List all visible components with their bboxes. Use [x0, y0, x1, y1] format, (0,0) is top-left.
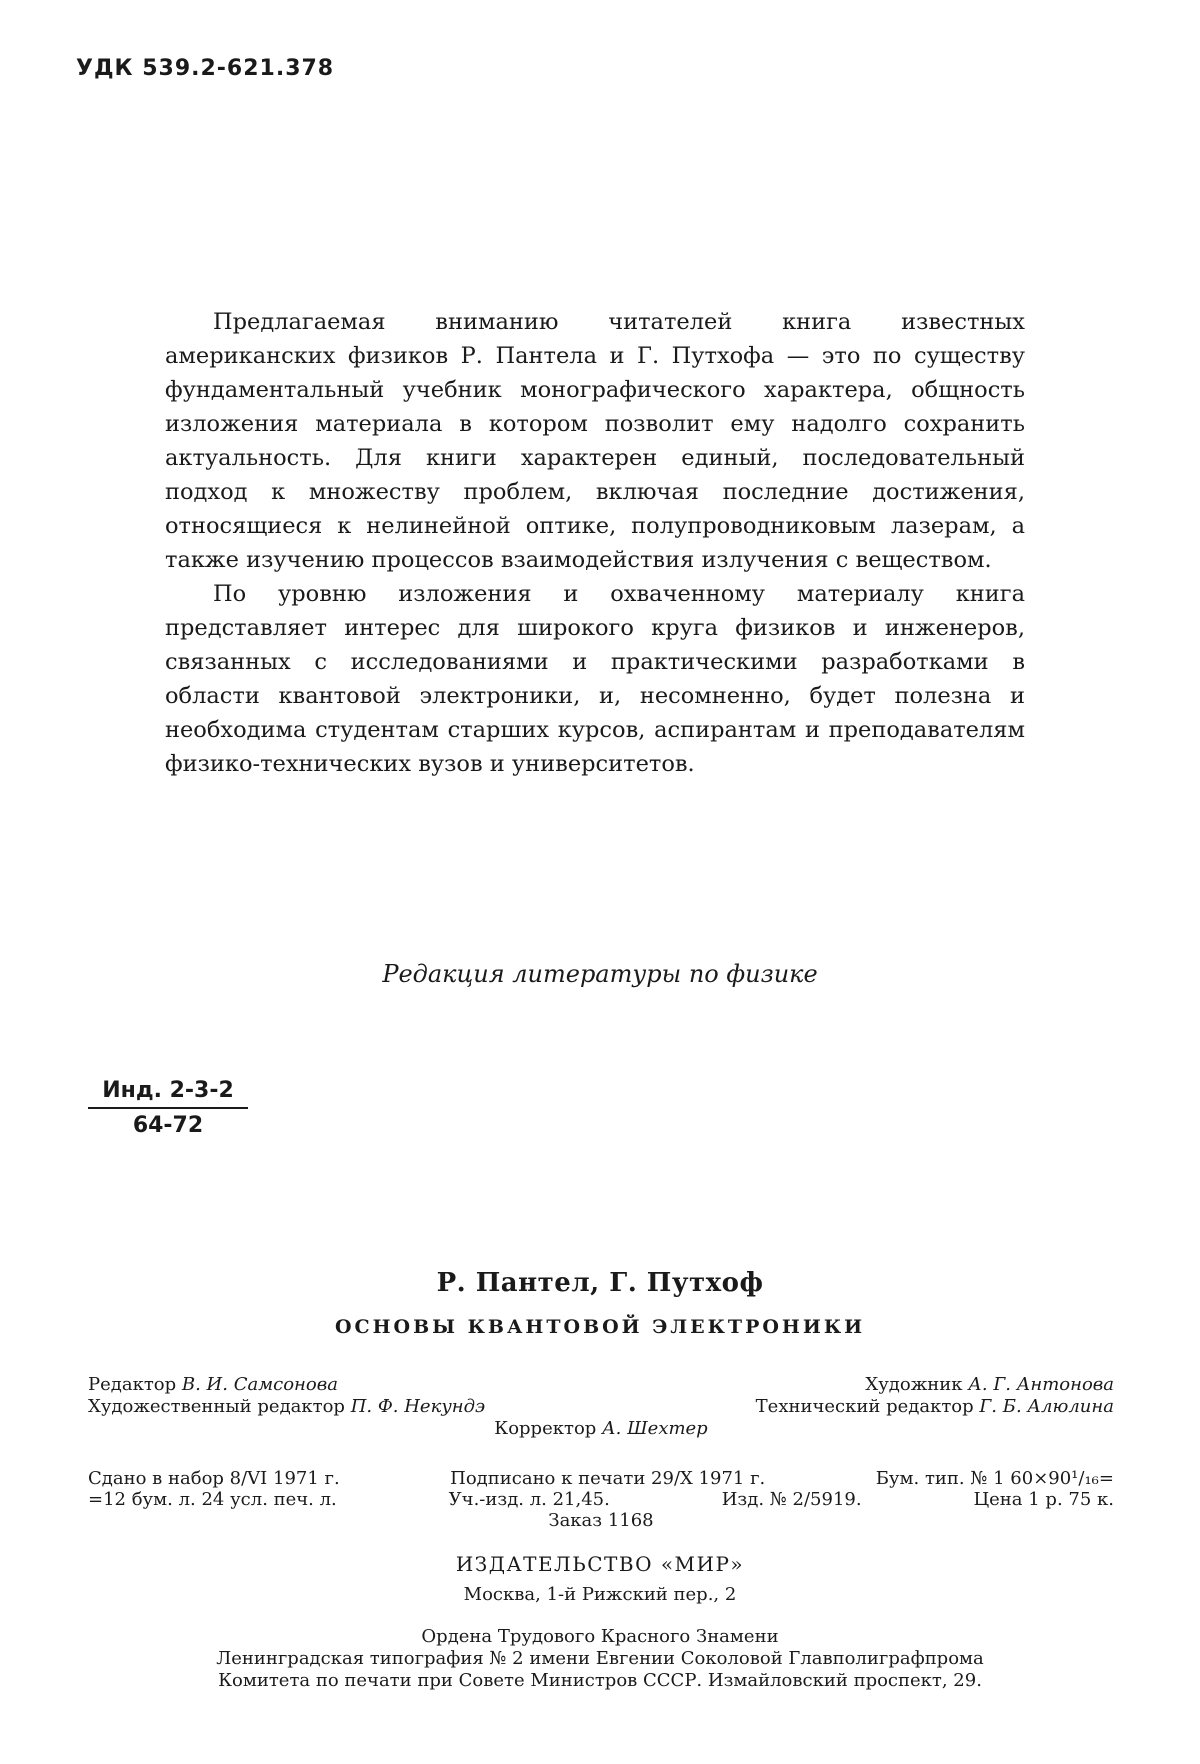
imprint-row-1	[88, 1468, 1114, 1489]
credits-row-2	[88, 1396, 1114, 1418]
art-editor-credit: Художественный редактор П. Ф. Некундэ	[88, 1396, 486, 1417]
index-top: Инд. 2-3-2	[88, 1078, 248, 1109]
book-annotation	[165, 305, 1025, 781]
edition-number: Изд. № 2/5919.	[721, 1489, 862, 1510]
edition-sheets: Уч.-изд. л. 21,45.	[448, 1489, 610, 1510]
staff-credits	[88, 1374, 1114, 1440]
udk-code: УДК 539.2-621.378	[76, 56, 335, 81]
submitted-date: Сдано в набор 8/VI 1971 г.	[88, 1468, 340, 1489]
tech-editor-credit: Технический редактор Г. Б. Алюлина	[755, 1396, 1114, 1417]
signed-date: Подписано к печати 29/X 1971 г.	[450, 1468, 766, 1489]
printer-line-1: Ордена Трудового Красного Знамени	[421, 1626, 779, 1647]
print-imprint	[88, 1468, 1114, 1531]
annotation-paragraph-2: По уровню изложения и охваченному материалу книга представляет интерес для широкого круга физиков и инженеров, связанных с исследованиями и практическими разработками в области квантовой электроники, и, несомненно, будет полезна и необходима студентам старших курсов, аспирантам и преподавателям физико-технических вузов и университетов.	[165, 581, 1025, 777]
catalog-index	[88, 1078, 248, 1138]
publisher-name: ИЗДАТЕЛЬСТВО «МИР»	[455, 1552, 745, 1576]
corrector-credit: Корректор А. Шехтер	[494, 1418, 708, 1439]
printing-house	[0, 1626, 1200, 1692]
price: Цена 1 р. 75 к.	[973, 1489, 1114, 1510]
printer-line-3: Комитета по печати при Совете Министров СССР. Измайловский проспект, 29.	[218, 1670, 982, 1691]
artist-credit: Художник А. Г. Антонова	[865, 1374, 1114, 1395]
editorial-office: Редакция литературы по физике	[382, 960, 818, 988]
index-bottom: 64-72	[132, 1113, 204, 1138]
printer-line-2: Ленинградская типография № 2 имени Евгении Соколовой Главполиграфпрома	[216, 1648, 984, 1669]
order-number: Заказ 1168	[548, 1510, 654, 1531]
imprint-row-2	[88, 1489, 1114, 1510]
paper-format: Бум. тип. № 1 60×90¹/₁₆=	[875, 1468, 1114, 1489]
book-authors: Р. Пантел, Г. Путхоф	[436, 1268, 764, 1298]
credits-row-1	[88, 1374, 1114, 1396]
book-title: ОСНОВЫ КВАНТОВОЙ ЭЛЕКТРОНИКИ	[334, 1316, 866, 1338]
sheet-count: =12 бум. л. 24 усл. печ. л.	[88, 1489, 337, 1510]
publisher-address: Москва, 1-й Рижский пер., 2	[463, 1584, 737, 1605]
annotation-paragraph-1: Предлагаемая вниманию читателей книга известных американских физиков Р. Пантела и Г. Путхофа — это по существу фундаментальный учебник монографического характера, общность изложения материала в котором позволит ему надолго сохранить актуальность. Для книги характерен единый, последовательный подход к множеству проблем, включая последние достижения, относящиеся к нелинейной оптике, полупроводниковым лазерам, а также изучению процессов взаимодействия излучения с веществом.	[165, 309, 1025, 573]
editor-credit: Редактор В. И. Самсонова	[88, 1374, 338, 1395]
